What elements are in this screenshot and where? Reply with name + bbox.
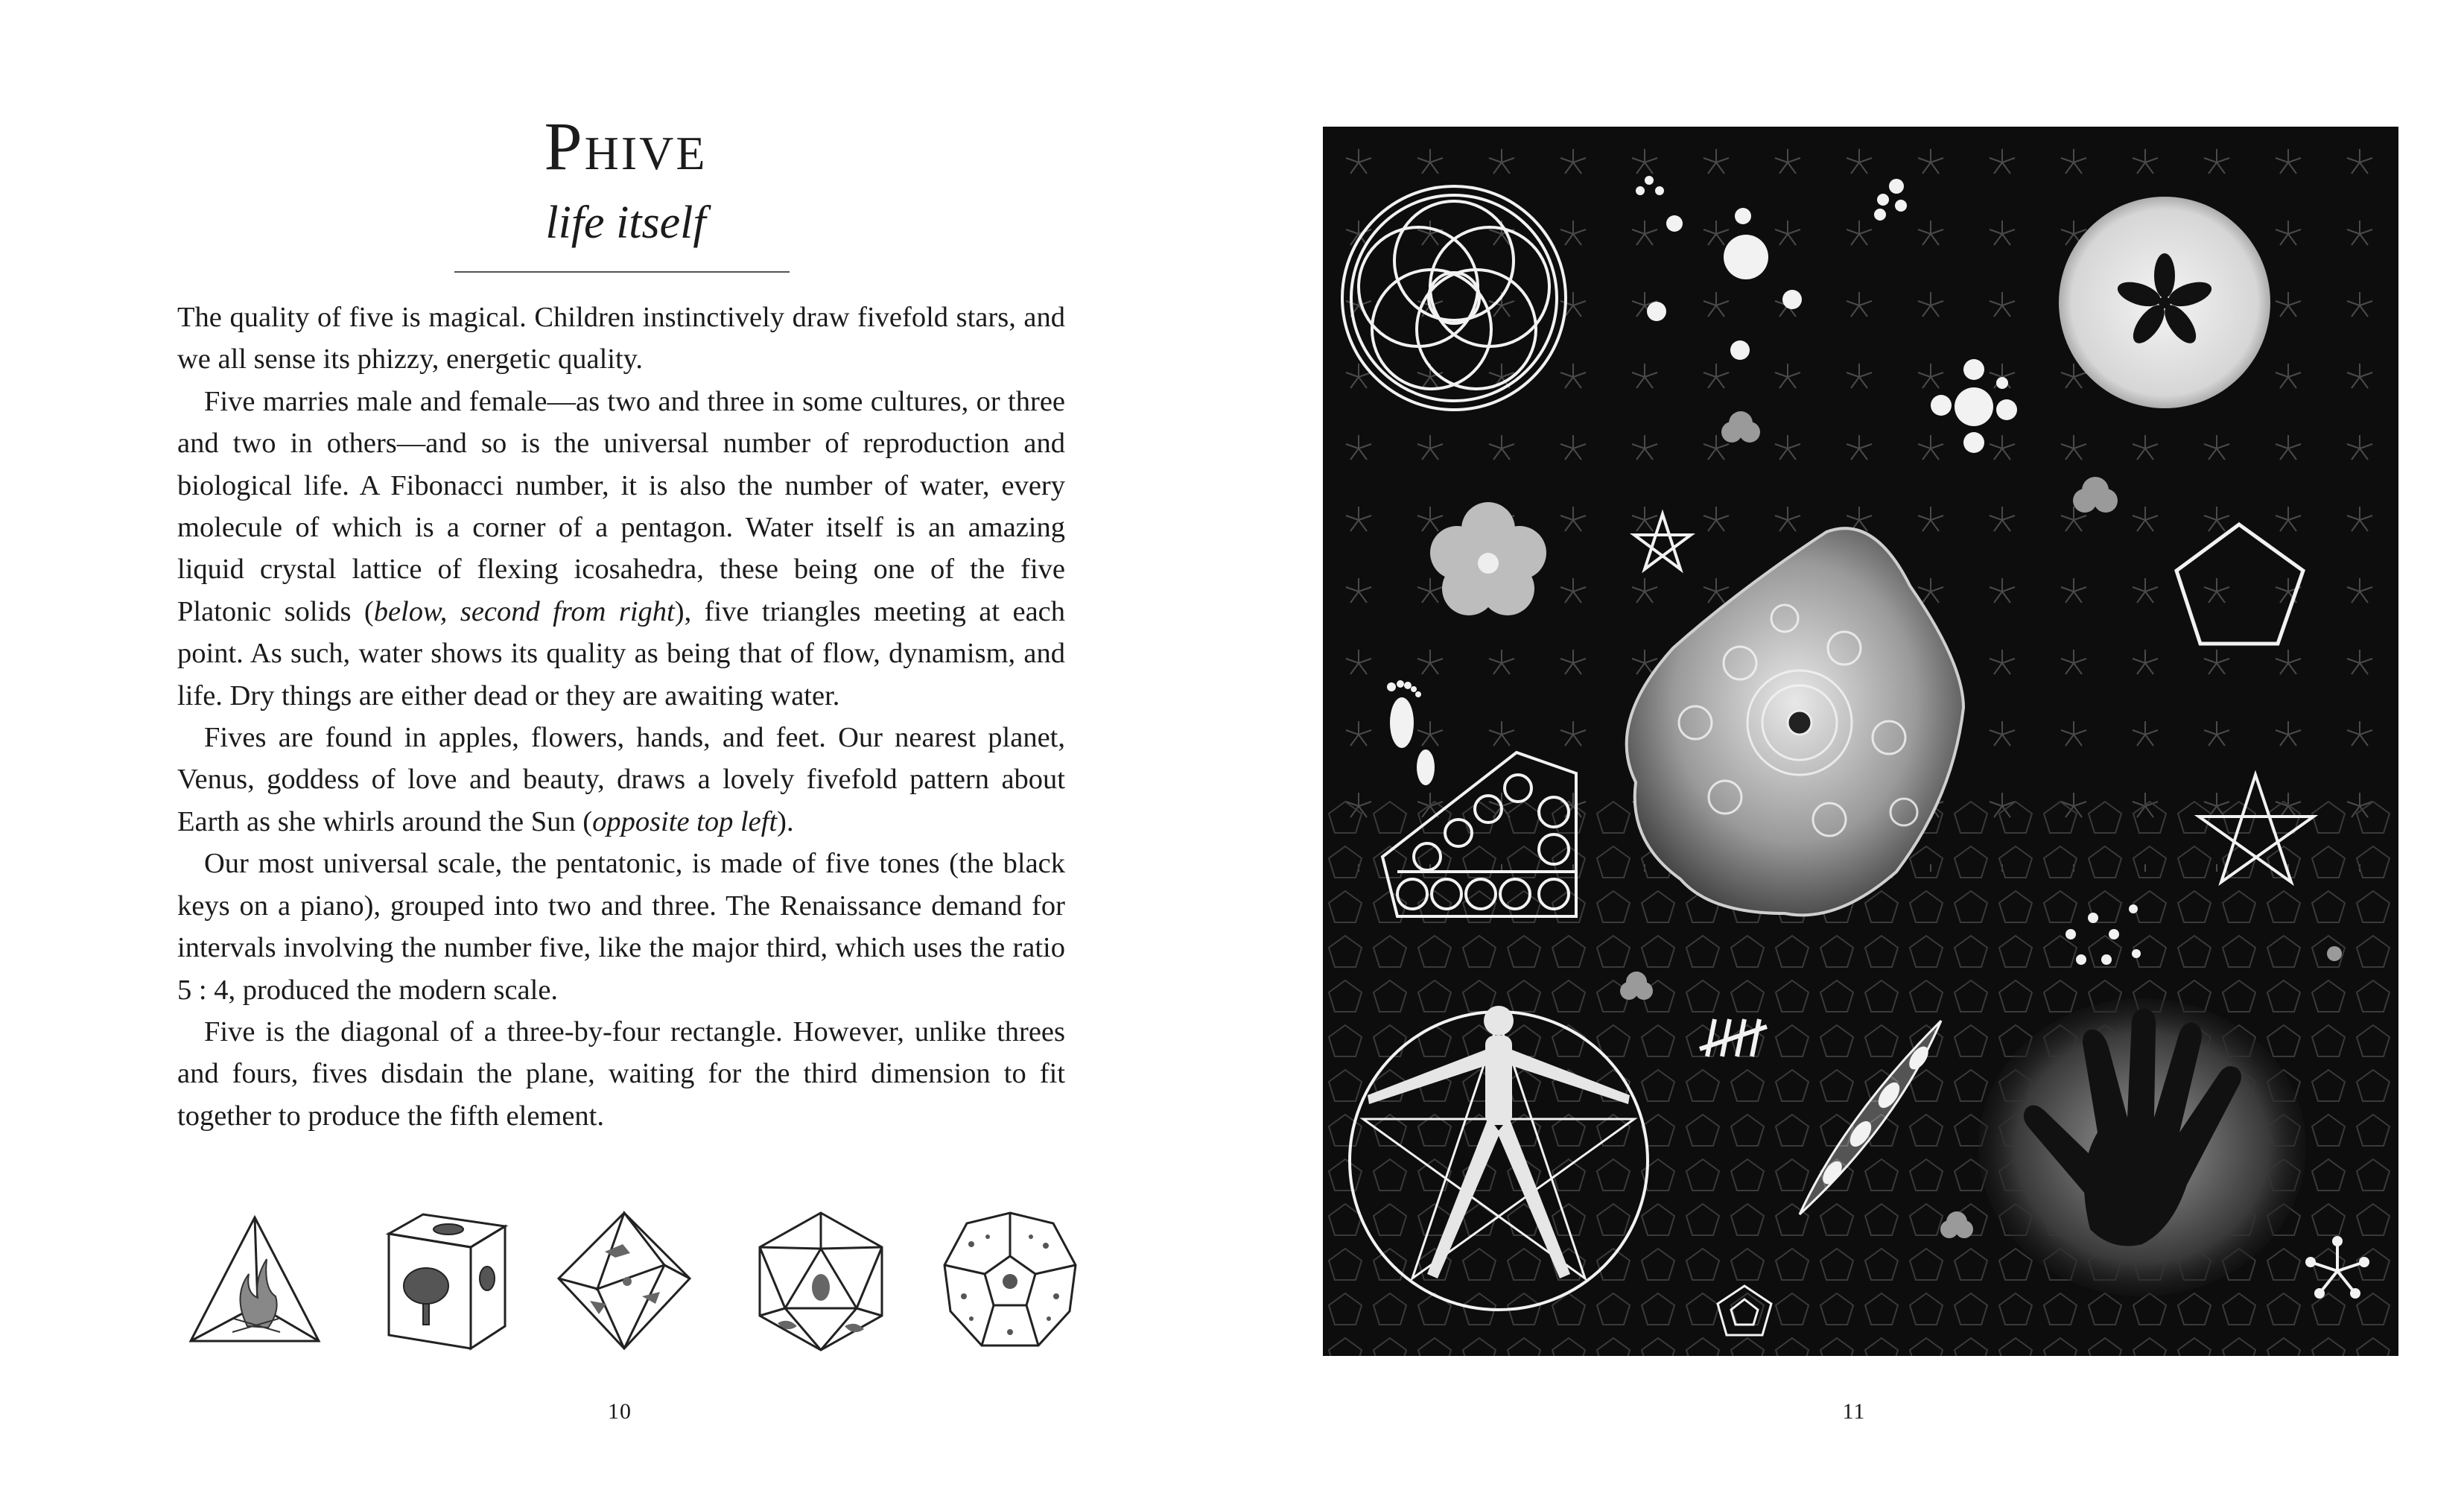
paragraph-2-italic: below, second from right [373, 595, 675, 627]
paragraph-2-text-a: Five marries male and female—as two and three in some cultures, or three and two in others—and so is the universal number of reproduction and biological life. A Fibonacci number, it is also the number of water, every molecule of which is a corner of a pentagon. Water itself is an amazing liquid crystal lattice of flexing icosahedra, these being one of the five Platonic solids ( [177, 385, 1065, 627]
body-text [177, 297, 1065, 1137]
illustration-plate [1323, 127, 2398, 1356]
paragraph-4: Our most universal scale, the pentatonic, is made of five tones (the black keys on a piano), grouped into two and three. The Renaissance demand for intervals involving the number five, like the major third, which uses the ratio 5 : 4, produced the modern scale. [177, 848, 1065, 1006]
paragraph-5: Five is the diagonal of a three-by-four rectangle. However, unlike threes and fours, fives disdain the plane, waiting for the third dimension to fit together to produce the fifth element. [177, 1015, 1065, 1132]
fivefold-illustration [1323, 127, 2398, 1356]
page-number-right: 11 [1842, 1399, 1866, 1424]
dodecahedron-ether-icon [942, 1207, 1079, 1356]
page-title: Phive [544, 108, 708, 184]
paragraph-3 [177, 717, 1065, 843]
title-rule [454, 271, 790, 273]
page-subtitle: life itself [545, 197, 706, 248]
octahedron-air-icon [553, 1207, 696, 1356]
platonic-solids-row [177, 1207, 1079, 1356]
paragraph-1: The quality of five is magical. Children instinctively draw fivefold stars, and we all sense its phizzy, energetic quality. [177, 302, 1065, 375]
paragraph-2-text-b: ), five triangles meeting at each point. As such, water shows its quality as being that of flow, dynamism, and life. Dry things are either dead or they are awaiting water. [177, 595, 1065, 711]
paragraph-2 [177, 381, 1065, 717]
apple-slice-icon [2059, 197, 2270, 408]
paragraph-3-italic: opposite top left [592, 805, 778, 837]
tetrahedron-fire-icon [180, 1207, 329, 1356]
page-number-left: 10 [608, 1399, 632, 1424]
cube-earth-icon [381, 1207, 512, 1356]
paragraph-3-text-a: Fives are found in apples, flowers, hands, and feet. Our nearest planet, Venus, goddess of love and beauty, draws a lovely fivefold pattern about Earth as she whirls around the Sun ( [177, 722, 1065, 837]
paragraph-3-text-b: ). [777, 805, 794, 837]
hand-icon [1978, 998, 2306, 1296]
icosahedron-water-icon [748, 1207, 894, 1356]
